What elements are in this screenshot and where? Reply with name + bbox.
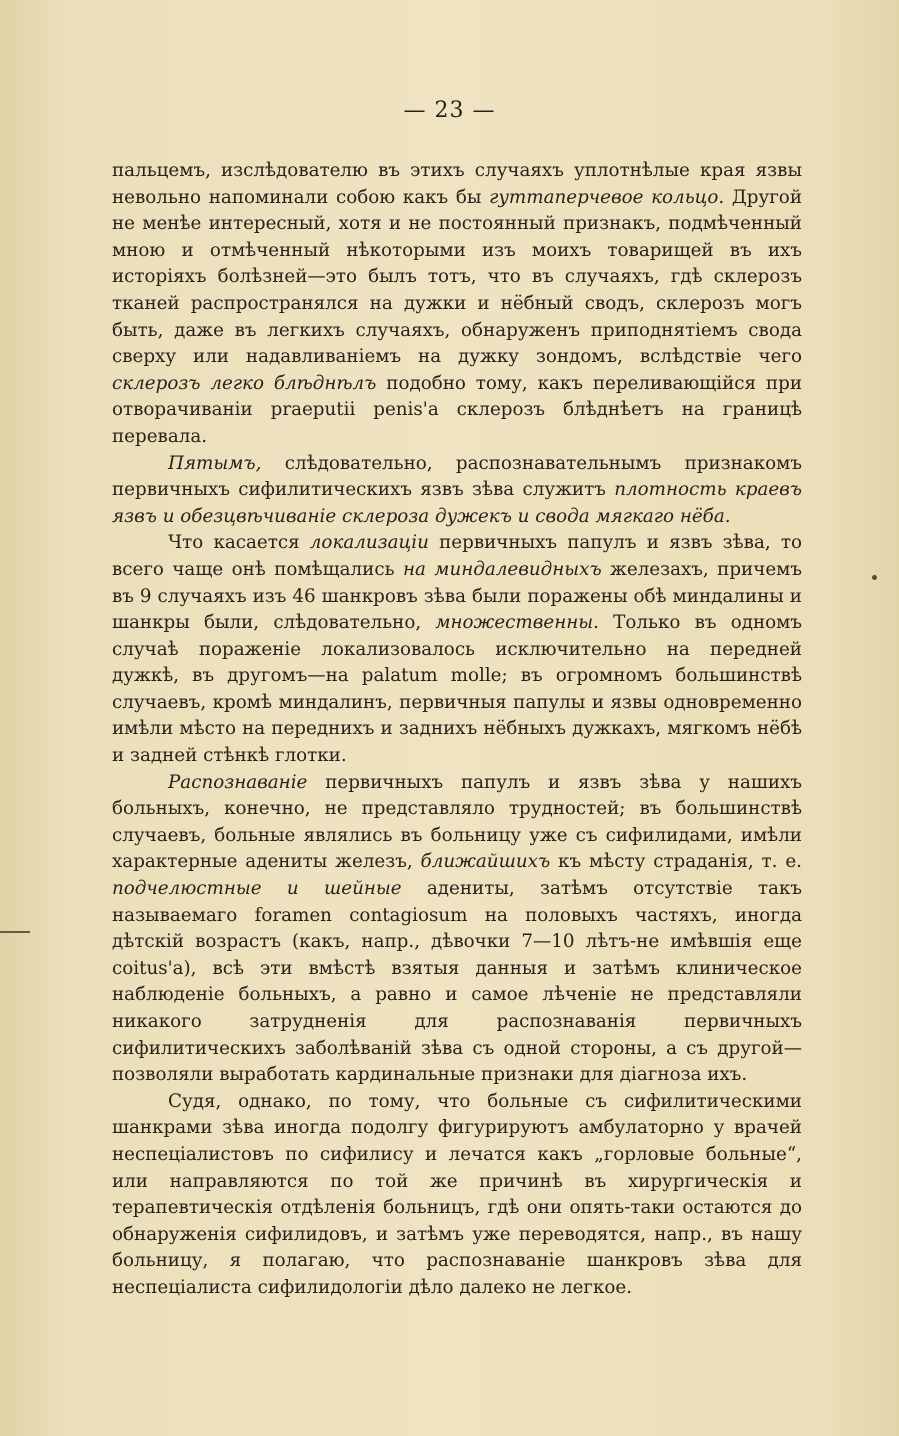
margin-line-mark bbox=[0, 931, 30, 933]
body-text bbox=[112, 158, 802, 1302]
text-run: подобно тому, какъ переливающійся при отворачиваніи praeputii penis'а склерозъ блѣднѣетъ на границѣ перевала. bbox=[112, 372, 803, 447]
text-run: Что касается bbox=[168, 532, 310, 554]
italic-run: плотность краевъ язвъ и обезцвѣчиваніе склероза дужекъ и свода мягкаго нёба. bbox=[112, 479, 802, 527]
paragraph bbox=[112, 1089, 802, 1302]
italic-run: локализаціи bbox=[309, 532, 429, 554]
paragraph bbox=[112, 770, 802, 1089]
text-run: Только въ одномъ случаѣ пораженіе локализовалось исключительно на передней дужкѣ, въ другомъ—на palatum molle; въ огромномъ большинствѣ случаевъ, кромѣ миндалинъ, первичныя папулы и язвы одновременно имѣли мѣсто на переднихъ и заднихъ нёбныхъ дужкахъ, мягкомъ нёбѣ и задней стѣнкѣ глотки. bbox=[112, 612, 803, 767]
text-run: железахъ, причемъ въ 9 случаяхъ изъ 46 шанкровъ зѣва были поражены обѣ миндалины и шанкры были, слѣдовательно, bbox=[112, 558, 802, 634]
paragraph bbox=[112, 530, 802, 769]
italic-run: склерозъ легко блѣднѣлъ bbox=[112, 372, 377, 394]
text-run: слѣдовательно, распознавательнымъ признакомъ первичныхъ сифилитическихъ язвъ зѣва служитъ bbox=[112, 452, 802, 501]
text-run: пальцемъ, изслѣдователю въ этихъ случаяхъ уплотнѣлые края язвы невольно напоминали собою какъ бы bbox=[112, 160, 802, 208]
italic-run: множественны. bbox=[435, 612, 599, 634]
text-run: адениты, затѣмъ отсутствіе такъ называемаго foramen contagiosum на половыхъ частяхъ, иногда дѣтскій возрастъ (какъ, напр., дѣвочки 7—10 лѣтъ-не имѣвшія еще coitus'а), всѣ эти вмѣстѣ взятыя данныя и затѣмъ клиническое наблюденіе больныхъ, а равно и самое лѣченіе не представляли никакого затрудненія для распознаванія первичныхъ сифилитическихъ заболѣваній зѣва съ одной стороны, а съ другой—позволяли выработать кардинальные признаки для діагноза ихъ. bbox=[112, 878, 803, 1086]
italic-run: подчелюстные и шейные bbox=[112, 878, 402, 900]
text-run: первичныхъ папулъ и язвъ зѣва у нашихъ больныхъ, конечно, не представляло трудностей; въ большинствѣ случаевъ, больные являлись въ больницу уже съ сифилидами, имѣли характерные адениты железъ, bbox=[112, 771, 802, 873]
text-run: Судя, однако, по тому, что больные съ сифилитическими шанкрами зѣва иногда подолгу фигурируютъ амбулаторно у врачей неспеціалистовъ по сифилису и лечатся какъ „горловые больные“, или направляются по той же причинѣ въ хирургическія и терапевтическія отдѣленія больницъ, гдѣ они опять-таки остаются до обнаруженія сифилидовъ, и затѣмъ уже переводятся, напр., въ нашу больницу, я полагаю, что распознаваніе шанкровъ зѣва для неспеціалиста сифилидологіи дѣло далеко не легкое. bbox=[112, 1090, 802, 1298]
page-number: — 23 — bbox=[403, 98, 496, 123]
ink-speck bbox=[872, 575, 877, 580]
italic-run: ближайшихъ bbox=[420, 851, 551, 873]
paragraph bbox=[112, 451, 802, 531]
italic-run: на миндалевидныхъ bbox=[402, 558, 602, 580]
italic-run: Распознаваніе bbox=[168, 771, 308, 793]
text-run: Другой не менѣе интересный, хотя и не постоянный признакъ, подмѣченный мною и отмѣченный нѣкоторыми изъ моихъ товарищей въ ихъ исторіяхъ болѣзней—это былъ тотъ, что въ случаяхъ, гдѣ склерозъ тканей распространялся на дужки и нёбный сводъ, склерозъ могъ быть, даже въ легкихъ случаяхъ, обнаруженъ приподнятіемъ свода сверху или надавливаніемъ на дужку зондомъ, вслѣдствіе чего bbox=[112, 186, 802, 368]
italic-run: гуттаперчевое кольцо. bbox=[489, 186, 725, 208]
italic-run: Пятымъ, bbox=[168, 452, 262, 474]
paragraph bbox=[112, 158, 802, 451]
text-run: къ мѣсту страданія, т. е. bbox=[550, 851, 802, 873]
text-run: первичныхъ папулъ и язвъ зѣва, то всего чаще онѣ помѣщались bbox=[112, 532, 802, 580]
